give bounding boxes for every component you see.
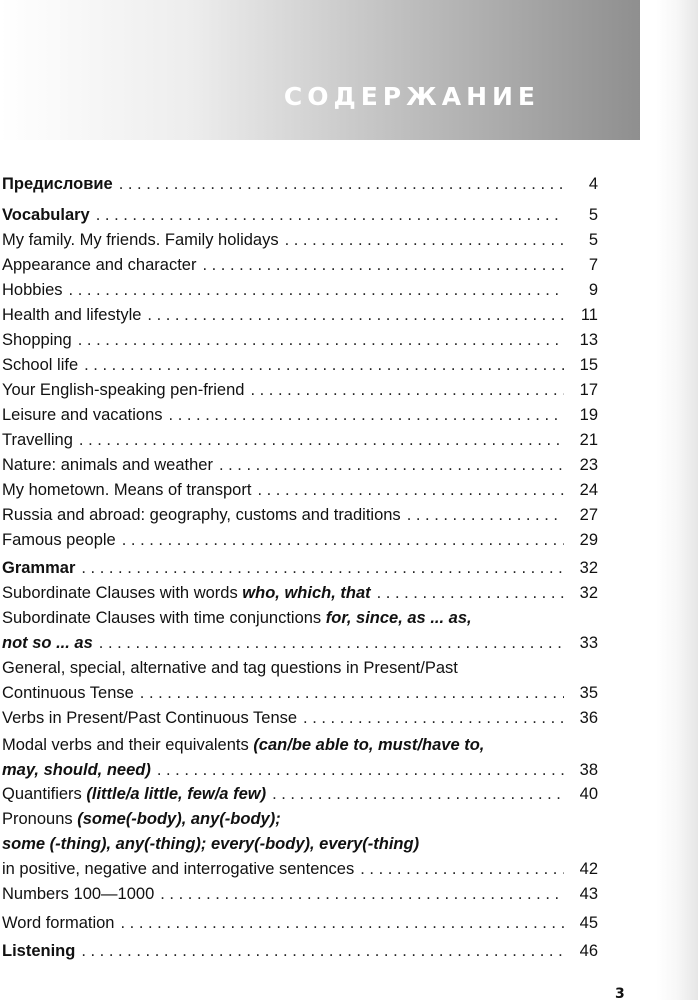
dot-leader	[147, 304, 564, 326]
dot-leader	[121, 912, 565, 934]
dot-leader	[202, 254, 564, 276]
toc-entry: Word formation . . . 45	[2, 912, 598, 934]
dot-leader	[81, 557, 564, 579]
page-ref: 17	[579, 381, 598, 399]
toc-entry: Subordinate Clauses with words who, which, that . . . 32	[2, 582, 598, 604]
dot-leader	[160, 883, 564, 905]
page-ref: 33	[579, 634, 598, 652]
page-title: СОДЕРЖАНИЕ	[283, 82, 540, 111]
page-ref: 32	[579, 584, 598, 602]
dot-leader	[78, 329, 564, 351]
page-ref: 4	[588, 175, 598, 193]
toc-entry: Russia and abroad: geography, customs and traditions . . . 27	[2, 504, 598, 526]
dot-leader	[377, 582, 564, 604]
page-ref: 40	[579, 785, 598, 803]
page-ref: 43	[579, 885, 598, 903]
dot-leader	[81, 940, 564, 962]
dot-leader	[219, 454, 564, 476]
toc-entry: Shopping . . . 13	[2, 329, 598, 351]
toc-entry: Vocabulary . . . 5	[2, 204, 598, 226]
page-ref: 19	[579, 406, 598, 424]
toc-entry: Travelling . . . 21	[2, 429, 598, 451]
toc-entry: Предисловие . . . 4	[2, 173, 598, 195]
dot-leader	[407, 504, 564, 526]
page-ref: 11	[580, 306, 598, 324]
page-ref: 13	[579, 331, 598, 349]
dot-leader	[257, 479, 564, 501]
toc-entry: Subordinate Clauses with time conjunctions for, since, as ... as, not so ... as . . . 33	[2, 607, 598, 654]
page-ref: 23	[579, 456, 598, 474]
dot-leader	[122, 529, 564, 551]
dot-leader	[69, 279, 564, 301]
page-ref: 29	[579, 531, 598, 549]
toc-entry: School life . . . 15	[2, 354, 598, 376]
page-ref: 38	[579, 761, 598, 779]
page-edge-shading	[656, 0, 698, 1000]
dot-leader	[99, 632, 564, 654]
header-banner	[0, 0, 640, 140]
dot-leader	[119, 173, 564, 195]
toc-entry: Numbers 100—1000 . . . 43	[2, 883, 598, 905]
page-ref: 15	[579, 356, 598, 374]
page-ref: 27	[579, 506, 598, 524]
dot-leader	[169, 404, 564, 426]
page-ref: 5	[588, 206, 598, 224]
dot-leader	[360, 858, 564, 880]
toc-entry: Verbs in Present/Past Continuous Tense . . . 36	[2, 707, 598, 729]
page-ref: 7	[588, 256, 598, 274]
dot-leader	[84, 354, 564, 376]
toc-entry: Nature: animals and weather . . . 23	[2, 454, 598, 476]
toc-entry: Quantifiers (little/a little, few/a few) . . . 40	[2, 783, 598, 805]
page-ref: 36	[579, 709, 598, 727]
dot-leader	[303, 707, 564, 729]
dot-leader	[96, 204, 564, 226]
toc-entry: My hometown. Means of transport . . . 24	[2, 479, 598, 501]
dot-leader	[285, 229, 564, 251]
page-ref: 45	[579, 914, 598, 932]
page-ref: 9	[588, 281, 598, 299]
toc-entry: My family. My friends. Family holidays . . . 5	[2, 229, 598, 251]
page-ref: 24	[579, 481, 598, 499]
toc-entry: Grammar . . . 32	[2, 557, 598, 579]
dot-leader	[157, 759, 564, 781]
toc-entry: Modal verbs and their equivalents (can/be able to, must/have to, may, should, need) . . . 38	[2, 734, 598, 781]
toc-entry: Pronouns (some(-body), any(-body); some (-thing), any(-thing); every(-body), every(-thing) in positive, negative and interrogative sentences . . . 42	[2, 808, 598, 880]
page-ref: 35	[579, 684, 598, 702]
toc-entry: Famous people . . . 29	[2, 529, 598, 551]
toc-entry: Hobbies . . . 9	[2, 279, 598, 301]
dot-leader	[250, 379, 564, 401]
page-ref: 32	[579, 559, 598, 577]
dot-leader	[272, 783, 564, 805]
page-ref: 42	[579, 860, 598, 878]
toc-entry: Leisure and vacations . . . 19	[2, 404, 598, 426]
page-ref: 5	[588, 231, 598, 249]
dot-leader	[140, 682, 564, 704]
toc-entry: Listening . . . 46	[2, 940, 598, 962]
toc-entry: Appearance and character . . . 7	[2, 254, 598, 276]
toc-entry: General, special, alternative and tag questions in Present/Past Continuous Tense . . . 35	[2, 657, 598, 704]
toc-entry: Health and lifestyle . . . 11	[2, 304, 598, 326]
page-ref: 21	[579, 431, 598, 449]
toc-entry: Your English-speaking pen-friend . . . 17	[2, 379, 598, 401]
dot-leader	[79, 429, 564, 451]
page-number: 3	[615, 986, 625, 1002]
page-ref: 46	[579, 942, 598, 960]
